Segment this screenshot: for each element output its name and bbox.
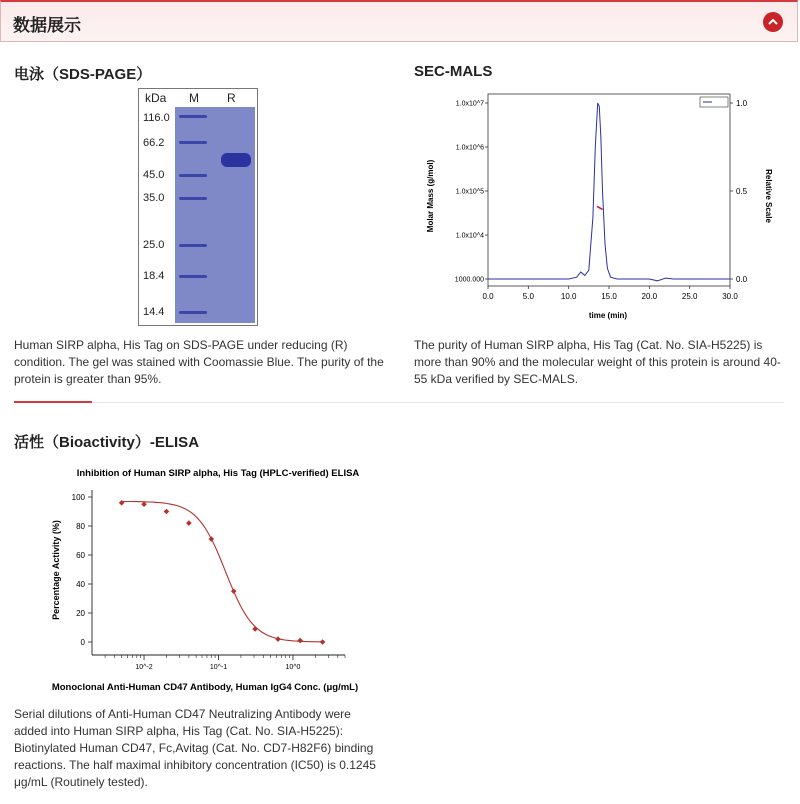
sec-caption: The purity of Human SIRP alpha, His Tag (Cat. No. SIA-H5225) is more than 90% and the molecular weight of this protein is around 40-55 kDa verified by SEC-MALS. [414, 338, 781, 386]
marker-label: 14.4 [143, 306, 165, 318]
sec-molar-mass-line [597, 206, 603, 209]
sec-x-tick-label: 25.0 [681, 292, 698, 301]
sec-mals-chart [420, 86, 780, 326]
elisa-data-point [252, 626, 258, 632]
elisa-data-point [275, 636, 281, 642]
sec-y-tick-label: 1000.000 [454, 276, 484, 284]
marker-band [179, 115, 207, 118]
sds-title: 电泳（SDS-PAGE） [14, 66, 152, 83]
elisa-data-point [231, 588, 237, 594]
sds-caption: Human SIRP alpha, His Tag on SDS-PAGE under reducing (R) condition. The gel was stained with Coomassie Blue. The purity of the protein is greater than 95%. [14, 338, 384, 386]
chevron-up-icon [763, 12, 783, 32]
elisa-data-point [119, 500, 125, 506]
marker-band [179, 174, 207, 177]
sec-uv-line [488, 103, 730, 281]
lane-header-kda: kDa [145, 91, 167, 105]
elisa-title: 活性（Bioactivity）-ELISA [14, 434, 200, 451]
sec-x-tick-label: 5.0 [522, 292, 534, 301]
section-divider-accent [14, 401, 92, 403]
sec-y2-tick-label: 1.0 [736, 99, 748, 108]
marker-label: 116.0 [143, 112, 170, 124]
marker-band [179, 141, 207, 144]
elisa-data-point [164, 509, 170, 515]
marker-band [179, 311, 207, 314]
lane-header-reduced: R [227, 91, 236, 105]
protein-band [221, 153, 251, 167]
sec-x-tick-label: 0.0 [482, 292, 494, 301]
sec-y-tick-label: 1.0x10^4 [455, 232, 484, 240]
sec-title: SEC-MALS [414, 63, 493, 80]
sec-y2-axis-label: Relative Scale [764, 169, 773, 223]
elisa-y-tick-label: 100 [71, 493, 85, 502]
sec-y2-tick-label: 0.0 [736, 275, 748, 284]
marker-band [179, 197, 207, 200]
elisa-y-tick-label: 60 [76, 551, 85, 560]
elisa-y-tick-label: 20 [76, 609, 85, 618]
marker-label: 45.0 [143, 169, 165, 181]
section-header [0, 0, 798, 42]
elisa-x-tick-label: 10^-1 [209, 664, 228, 671]
sec-x-axis-label: time (min) [588, 311, 628, 320]
elisa-y-axis-label: Percentage Activity (%) [51, 520, 61, 620]
elisa-x-tick-label: 10^-2 [135, 664, 153, 671]
marker-label: 66.2 [143, 137, 165, 149]
elisa-caption: Serial dilutions of Anti-Human CD47 Neutralizing Antibody were added into Human SIRP alpha, His Tag (Cat. No. SIA-H5225): Biotinylated Human CD47, Fc,Avitag (Cat. No. CD7-H82F6) binding reactions. The half maximal inhibitory concentration (IC50) is 0.1245 μg/mL (Routinely tested). [14, 707, 376, 789]
elisa-y-tick-label: 40 [76, 580, 85, 589]
sec-x-tick-label: 20.0 [641, 292, 658, 301]
elisa-fit-curve [122, 501, 323, 642]
sec-y-axis-label: Molar Mass (g/mol) [426, 159, 435, 233]
sec-y2-tick-label: 0.5 [736, 187, 748, 196]
sec-y-tick-label: 1.0x10^6 [455, 144, 484, 152]
elisa-x-tick-label: 10^0 [285, 664, 301, 671]
sec-x-tick-label: 10.0 [560, 292, 577, 301]
marker-band [179, 244, 207, 247]
sec-plot-frame [488, 94, 730, 286]
elisa-chart [40, 460, 420, 695]
gel-lanes [175, 107, 255, 323]
elisa-x-axis-label: Monoclonal Anti-Human CD47 Antibody, Human IgG4 Conc. (μg/mL) [51, 682, 359, 693]
sec-y-tick-label: 1.0x10^7 [455, 100, 484, 108]
sds-page-gel-image [138, 88, 258, 326]
elisa-data-point [320, 639, 326, 645]
elisa-y-tick-label: 0 [80, 638, 85, 647]
marker-band [179, 275, 207, 278]
marker-label: 25.0 [143, 239, 165, 251]
sec-y-tick-label: 1.0x10^5 [455, 188, 484, 196]
sec-x-tick-label: 15.0 [601, 292, 617, 301]
elisa-data-point [297, 638, 303, 644]
marker-label: 35.0 [143, 192, 165, 204]
marker-label: 18.4 [143, 270, 165, 282]
sec-x-tick-label: 30.0 [722, 292, 738, 301]
elisa-y-tick-label: 80 [76, 522, 85, 531]
section-divider [14, 402, 784, 403]
collapse-button[interactable] [763, 12, 783, 32]
lane-header-marker: M [189, 91, 199, 105]
elisa-chart-title: Inhibition of Human SIRP alpha, His Tag (HPLC-verified) ELISA [76, 468, 360, 479]
elisa-data-point [186, 520, 192, 526]
elisa-data-point [208, 536, 214, 542]
section-title: 数据展示 [13, 16, 81, 35]
